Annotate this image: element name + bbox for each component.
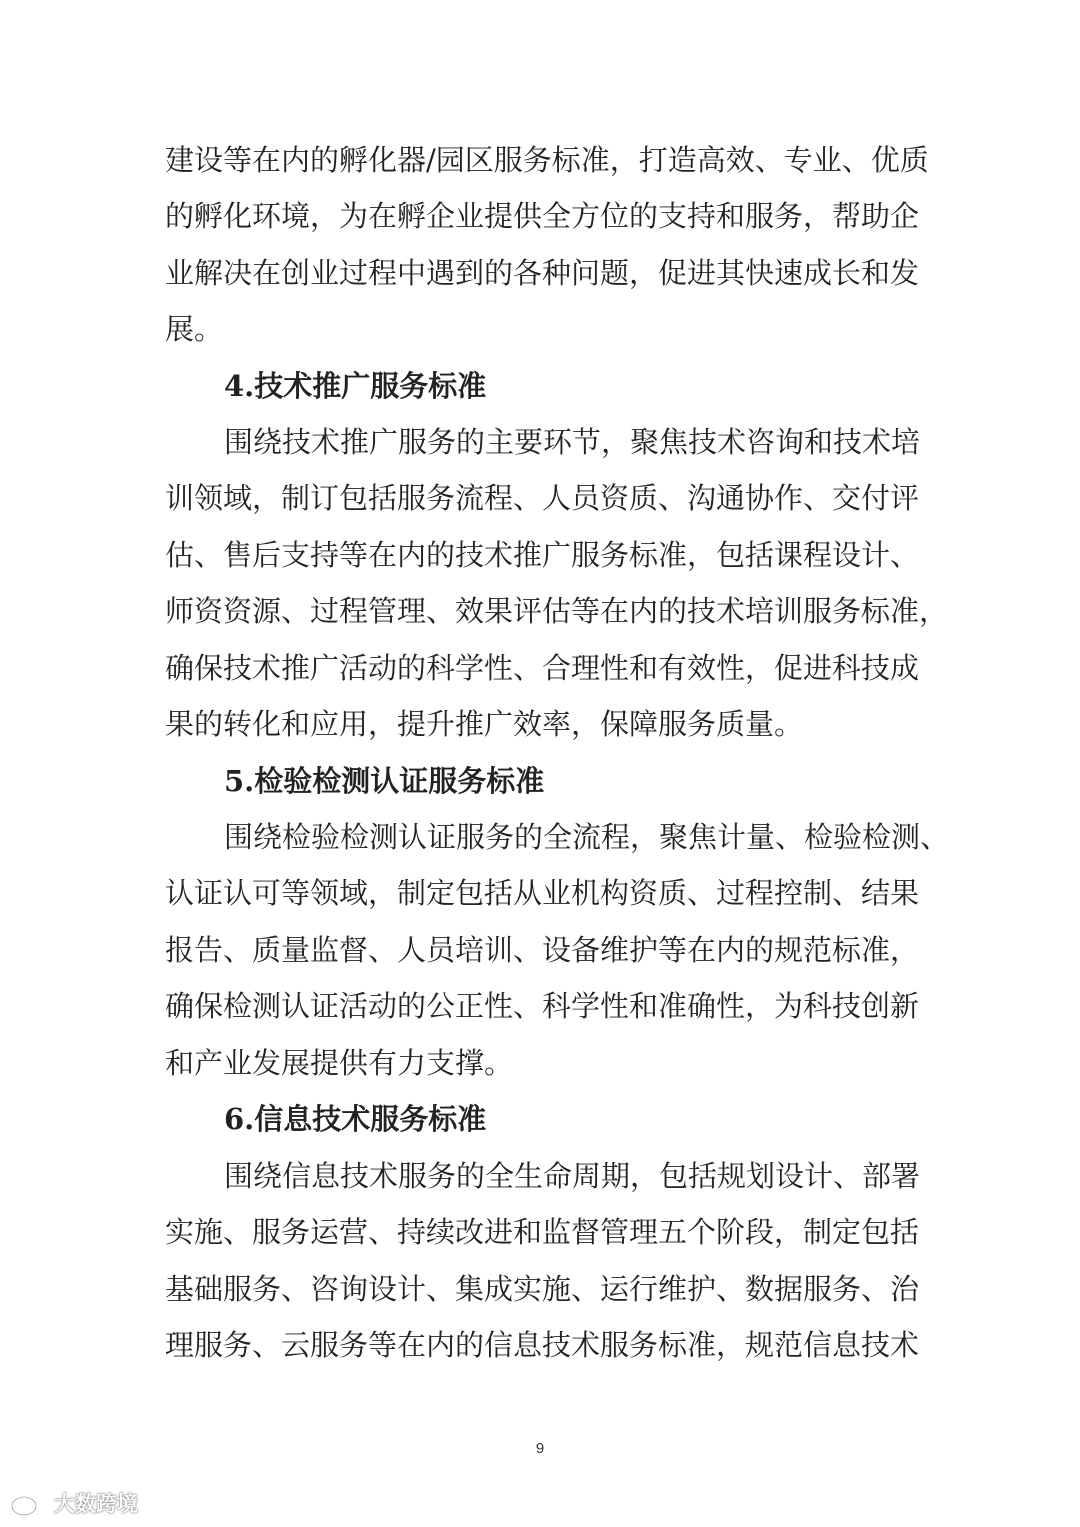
paragraph-line: 理服务、云服务等在内的信息技术服务标准，规范信息技术 (165, 1328, 920, 1362)
paragraph-line: 展。 (165, 312, 224, 346)
section-heading-5: 5.检验检测认证服务标准 (224, 764, 545, 798)
paragraph-line: 确保检测认证活动的公正性、科学性和准确性，为科技创新 (165, 989, 920, 1023)
paragraph-line: 围绕技术推广服务的主要环节，聚焦技术咨询和技术培 (224, 425, 921, 459)
paragraph-line: 业解决在创业过程中遇到的各种问题，促进其快速成长和发 (165, 256, 920, 290)
paragraph-line: 基础服务、咨询设计、集成实施、运行维护、数据服务、治 (165, 1272, 920, 1306)
section-heading-4: 4.技术推广服务标准 (224, 369, 487, 403)
page-number: 9 (535, 1440, 545, 1457)
paragraph-line: 实施、服务运营、持续改进和监督管理五个阶段，制定包括 (165, 1215, 920, 1249)
paragraph-line: 师资资源、过程管理、效果评估等在内的技术培训服务标准， (165, 594, 949, 628)
paragraph-line: 报告、质量监督、人员培训、设备维护等在内的规范标准， (165, 933, 920, 967)
paragraph-line: 估、售后支持等在内的技术推广服务标准，包括课程设计、 (165, 538, 920, 572)
paragraph-line: 的孵化环境，为在孵企业提供全方位的支持和服务，帮助企 (165, 199, 920, 233)
paragraph-line: 果的转化和应用，提升推广效率，保障服务质量。 (165, 707, 804, 741)
section-heading-6: 6.信息技术服务标准 (224, 1102, 487, 1136)
watermark (10, 1487, 138, 1519)
paragraph-line: 确保技术推广活动的科学性、合理性和有效性，促进科技成 (165, 651, 920, 685)
paragraph-line: 认证认可等领域，制定包括从业机构资质、过程控制、结果 (165, 876, 920, 910)
paragraph-line: 建设等在内的孵化器/园区服务标准，打造高效、专业、优质 (165, 143, 929, 177)
paragraph-line: 围绕信息技术服务的全生命周期，包括规划设计、部署 (224, 1159, 921, 1193)
paragraph-line: 训领域，制订包括服务流程、人员资质、沟通协作、交付评 (165, 481, 920, 515)
watermark-text: 大数跨境 (54, 1492, 138, 1516)
paragraph-line: 围绕检验检测认证服务的全流程，聚焦计量、检验检测、 (224, 820, 950, 854)
weibo-logo-icon (10, 1489, 50, 1517)
paragraph-line: 和产业发展提供有力支撑。 (165, 1046, 514, 1080)
